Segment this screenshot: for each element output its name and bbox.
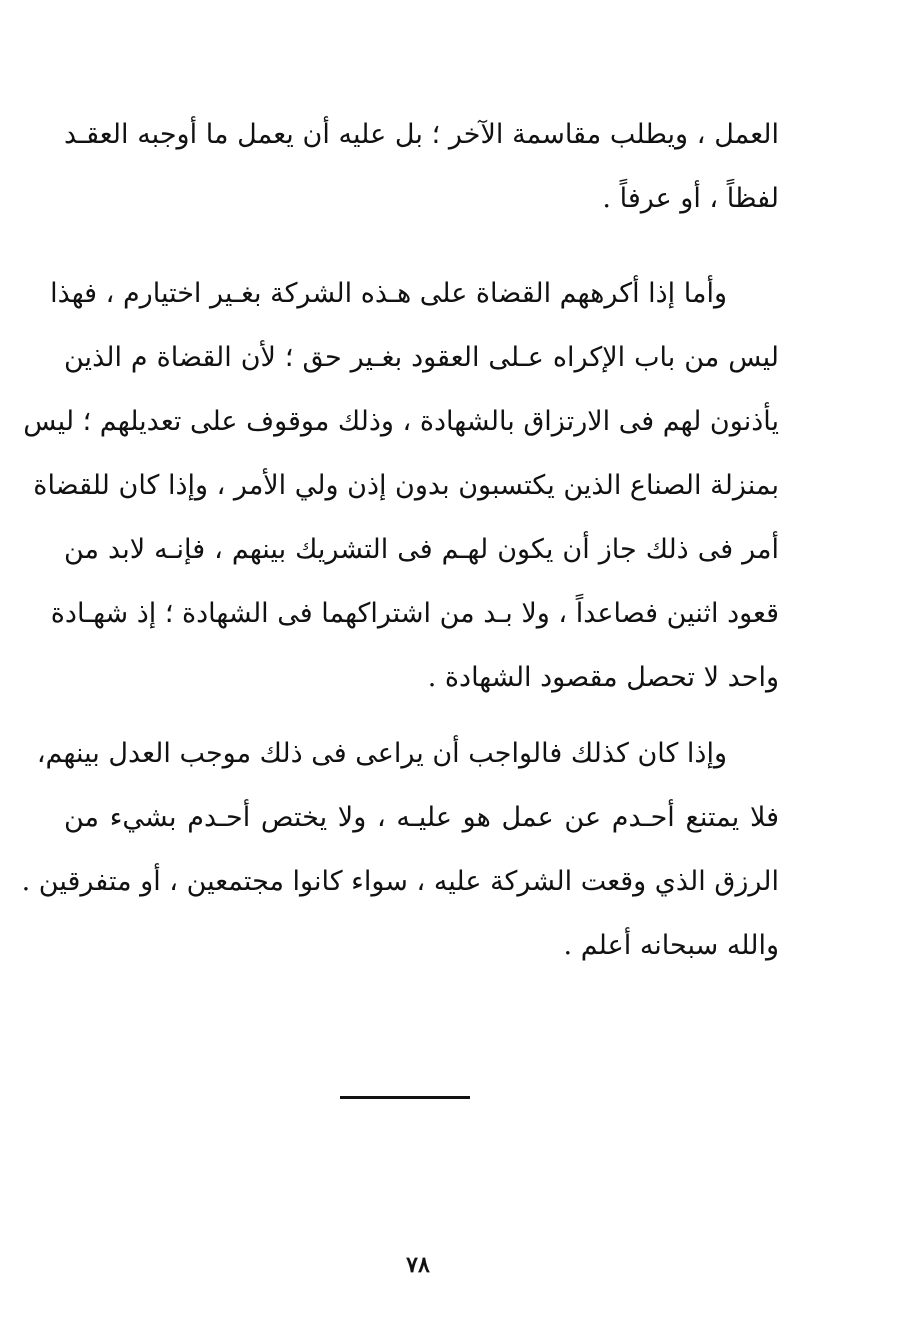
- page-number: ٧٨: [406, 1252, 430, 1278]
- text-line: أمر فى ذلك جاز أن يكون لهـم فى التشريك بينهم ، فإنـه لابد من: [64, 534, 779, 565]
- paragraph-2: [23, 262, 779, 710]
- text-line: فلا يمتنع أحـدم عن عمل هو عليـه ، ولا يختص أحـدم بشيء من: [64, 802, 779, 833]
- text-line: وإذا كان كذلك فالواجب أن يراعى فى ذلك موجب العدل بينهم،: [36, 738, 727, 769]
- paragraph-3: [21, 722, 779, 978]
- text-line: وأما إذا أكرههم القضاة على هـذه الشركة بغـير اختيارم ، فهذا: [50, 278, 727, 309]
- section-divider: [340, 1096, 470, 1099]
- text-line: قعود اثنين فصاعداً ، ولا بـد من اشتراكهما فى الشهادة ؛ إذ شهـادة: [50, 598, 779, 629]
- text-line: يأذنون لهم فى الارتزاق بالشهادة ، وذلك موقوف على تعديلهم ؛ ليس: [23, 406, 779, 437]
- text-line: والله سبحانه أعلم .: [563, 930, 779, 961]
- text-line: بمنزلة الصناع الذين يكتسبون بدون إذن ولي الأمر ، وإذا كان للقضاة: [33, 470, 779, 501]
- text-line: واحد لا تحصل مقصود الشهادة .: [427, 662, 779, 693]
- text-line: الرزق الذي وقعت الشركة عليه ، سواء كانوا مجتمعين ، أو متفرقين .: [21, 866, 779, 897]
- paragraph-1: [64, 103, 779, 231]
- text-line: ليس من باب الإكراه عـلى العقود بغـير حق ؛ لأن القضاة م الذين: [64, 342, 779, 373]
- text-line: لفظاً ، أو عرفاً .: [602, 183, 779, 214]
- text-line: العمل ، ويطلب مقاسمة الآخر ؛ بل عليه أن يعمل ما أوجبه العقـد: [64, 119, 779, 150]
